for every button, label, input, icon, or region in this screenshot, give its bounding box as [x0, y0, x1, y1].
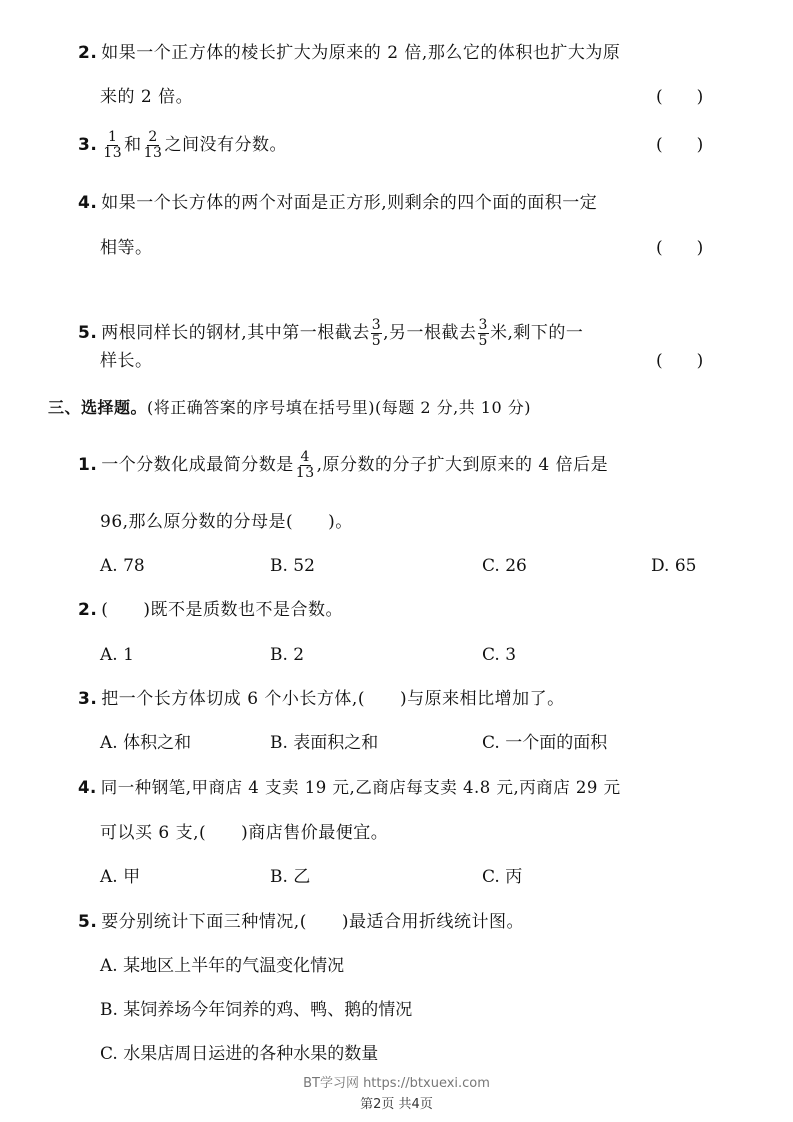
option-c[interactable]: C. 丙	[482, 867, 523, 887]
choice-q1-line1	[78, 446, 608, 484]
section-note: (将正确答案的序号填在括号里)(每题 2 分,共 10 分)	[147, 398, 531, 417]
question-number: 2.	[78, 600, 98, 620]
question-text: 和	[124, 135, 142, 155]
choice-q4-line2: 可以买 6 支,( )商店售价最便宜。	[100, 823, 389, 843]
judge-q4-line2: 相等。	[100, 238, 153, 258]
answer-bracket[interactable]: ( )	[656, 351, 704, 371]
choice-q4-line1	[78, 777, 621, 799]
section-title: 三、选择题。	[48, 398, 148, 417]
option-c[interactable]: C. 26	[482, 556, 527, 576]
judge-q2-line2: 来的 2 倍。	[100, 87, 194, 107]
choice-q1-line2: 96,那么原分数的分母是( )。	[100, 512, 353, 532]
judge-q3-line	[78, 126, 287, 164]
question-number: 1.	[78, 455, 98, 475]
question-text: 之间没有分数。	[164, 135, 287, 155]
option-a[interactable]: A. 体积之和	[100, 733, 192, 753]
question-text: 如果一个正方体的棱长扩大为原来的 2 倍,那么它的体积也扩大为原	[101, 43, 621, 63]
choice-q3-line	[78, 688, 565, 710]
judge-q5-line2: 样长。	[100, 351, 153, 371]
option-b[interactable]: B. 某饲养场今年饲养的鸡、鸭、鹅的情况	[100, 1000, 413, 1020]
fraction: $\frac{1}{13}$	[103, 129, 123, 161]
question-text: ( )既不是质数也不是合数。	[101, 600, 344, 620]
answer-bracket[interactable]: ( )	[656, 238, 704, 258]
question-number: 3.	[78, 135, 98, 155]
option-a[interactable]: A. 78	[100, 556, 145, 576]
watermark: BT学习网 https://btxuexi.com	[303, 1076, 490, 1091]
question-text: 两根同样长的钢材,其中第一根截去	[101, 323, 370, 343]
question-text: 同一种钢笔,甲商店 4 支卖 19 元,乙商店每支卖 4.8 元,丙商店 29 元	[100, 778, 621, 797]
option-b[interactable]: B. 52	[270, 556, 315, 576]
section-heading	[48, 397, 531, 419]
judge-q5-line1	[78, 314, 583, 352]
option-d[interactable]: D. 65	[651, 556, 697, 576]
fraction: $\frac{4}{13}$	[295, 449, 315, 481]
option-c[interactable]: C. 一个面的面积	[482, 733, 608, 753]
question-text: 把一个长方体切成 6 个小长方体,( )与原来相比增加了。	[101, 689, 565, 709]
page-number: 第2页 共4页	[360, 1097, 433, 1112]
option-b[interactable]: B. 乙	[270, 867, 311, 887]
question-text: ,原分数的分子扩大到原来的 4 倍后是	[316, 455, 609, 475]
question-number: 2.	[78, 43, 98, 63]
option-b[interactable]: B. 表面积之和	[270, 733, 379, 753]
fraction: $\frac{3}{5}$	[478, 317, 488, 349]
judge-q2-line1	[78, 42, 620, 64]
option-a[interactable]: A. 某地区上半年的气温变化情况	[100, 956, 345, 976]
option-a[interactable]: A. 1	[100, 645, 134, 665]
option-c[interactable]: C. 3	[482, 645, 517, 665]
answer-bracket[interactable]: ( )	[656, 87, 704, 107]
option-b[interactable]: B. 2	[270, 645, 305, 665]
question-text: 要分别统计下面三种情况,( )最适合用折线统计图。	[101, 912, 524, 932]
fraction: $\frac{3}{5}$	[371, 317, 382, 349]
question-number: 4.	[78, 778, 97, 797]
question-number: 3.	[78, 689, 98, 709]
question-text: 一个分数化成最简分数是	[101, 455, 294, 475]
choice-q5-line	[78, 911, 524, 933]
option-a[interactable]: A. 甲	[100, 867, 141, 887]
option-c[interactable]: C. 水果店周日运进的各种水果的数量	[100, 1044, 379, 1064]
answer-bracket[interactable]: ( )	[656, 135, 704, 155]
choice-q2-line	[78, 599, 343, 621]
question-number: 5.	[78, 323, 98, 343]
question-text: 如果一个长方体的两个对面是正方形,则剩余的四个面的面积一定	[101, 193, 598, 213]
question-number: 4.	[78, 193, 98, 213]
judge-q4-line1	[78, 192, 597, 214]
question-text: 米,剩下的一	[489, 323, 584, 343]
question-number: 5.	[78, 912, 98, 932]
question-text: ,另一根截去	[383, 323, 477, 343]
fraction: $\frac{2}{13}$	[143, 129, 163, 161]
